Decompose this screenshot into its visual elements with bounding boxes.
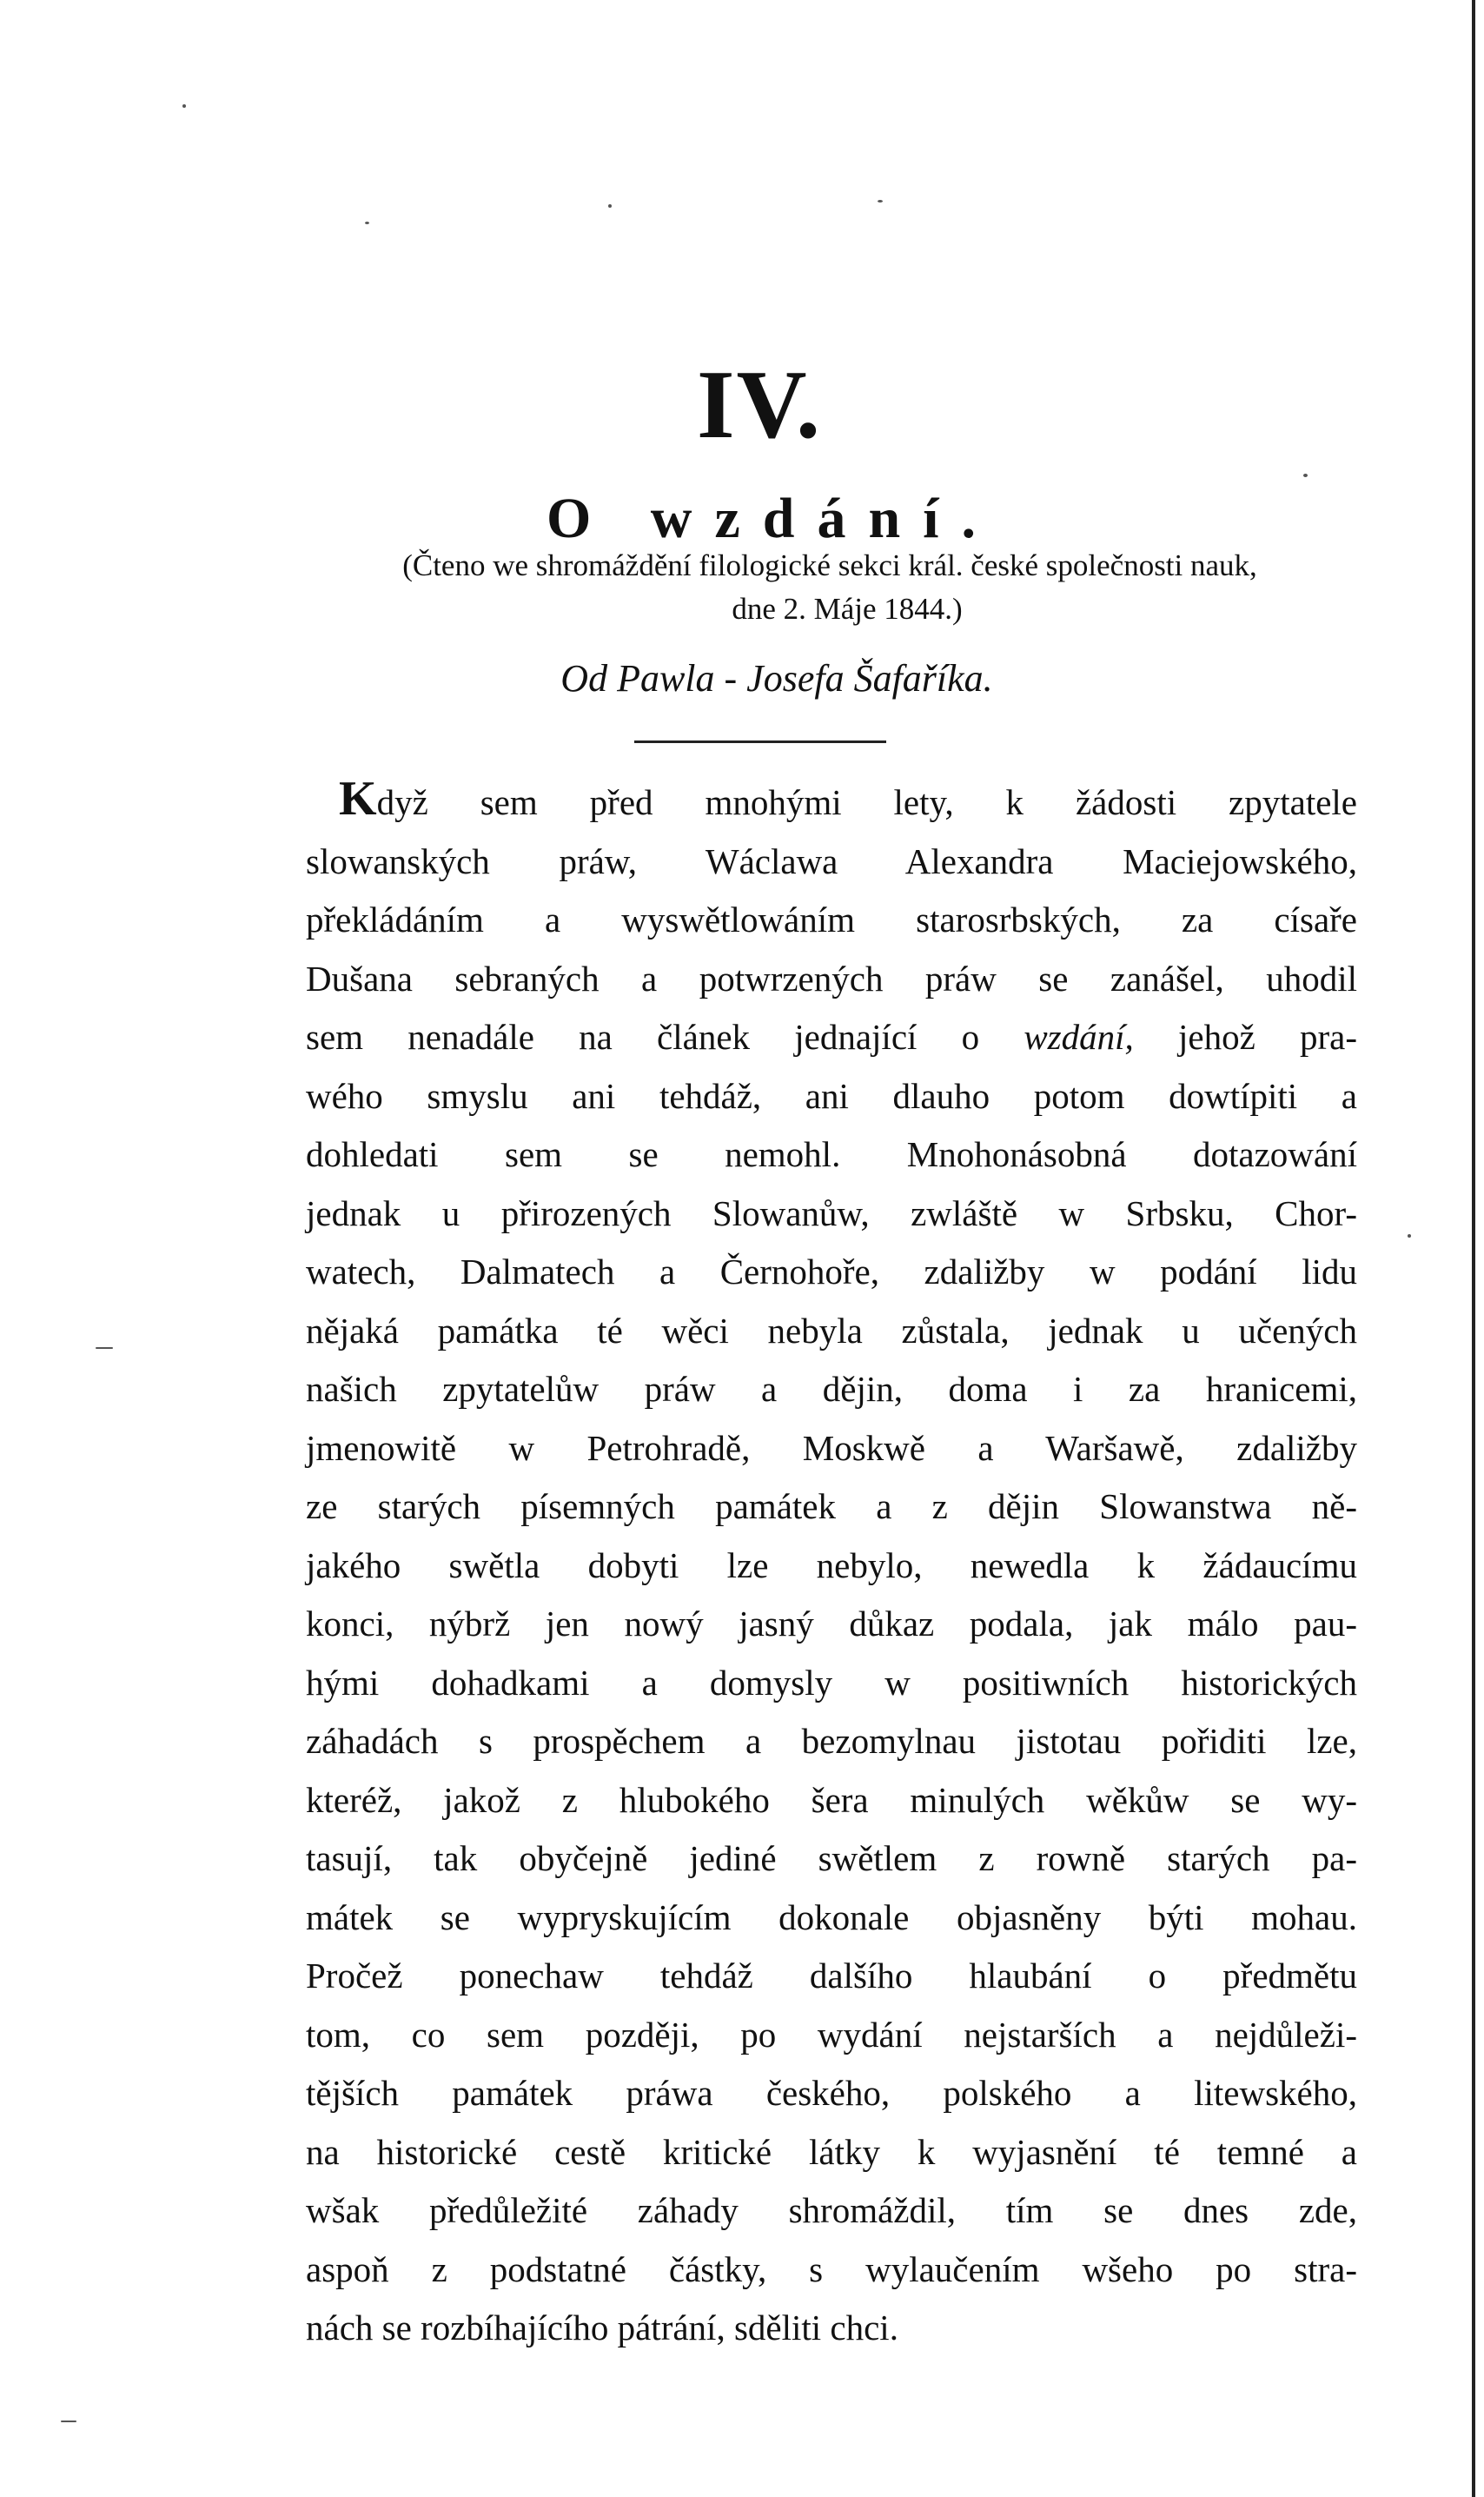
paragraph-line: aspoň z podstatné částky, s wylaučením wšeho po stra- <box>306 2248 1357 2289</box>
paragraph-line: jmenowitě w Petrohradě, Moskwě a Waršawě, zdaližby <box>306 1427 1357 1468</box>
paragraph-line: kteréž, jakož z hlubokého šera minulých wěkůw se wy- <box>306 1779 1357 1820</box>
paragraph-line: dohledati sem se nemohl. Mnohonásobná dotazowání <box>306 1134 1357 1174</box>
paragraph-line: mátek se wypryskujícím dokonale objasněny býti mohau. <box>306 1896 1357 1937</box>
paragraph-line: Dušana sebraných a potwrzených práw se zanášel, uhodil <box>306 958 1357 999</box>
paragraph-line: nějaká památka té wěci nebyla zůstala, jednak u učených <box>306 1310 1357 1351</box>
emphasized-term: wzdání, <box>1024 1017 1134 1057</box>
scan-speck <box>61 2421 76 2422</box>
read-note <box>300 544 1360 631</box>
paragraph-line: jakého swětla dobyti lze nebylo, newedla k žádaucímu <box>306 1544 1357 1585</box>
chapter-title: O wzdání. <box>546 487 999 550</box>
body-paragraph <box>306 774 1357 2358</box>
paragraph-line: tějších památek práwa českého, polského a litewského, <box>306 2073 1357 2113</box>
chapter-number: IV. <box>696 351 823 459</box>
scan-speck <box>608 204 612 208</box>
read-note-line: (Čteno we shromáždění filologické sekci král. české společnosti nauk, <box>402 548 1257 582</box>
paragraph-line: konci, nýbrž jen nowý jasný důkaz podala, jak málo pau- <box>306 1604 1357 1644</box>
chapter-header <box>0 351 1484 550</box>
paragraph-line: nách se rozbíhajícího pátrání, sděliti chci. <box>306 2308 898 2348</box>
paragraph-line: hými dohadkami a domysly w positiwních historických <box>306 1662 1357 1703</box>
paragraph-line: překládáním a wyswětlowáním starosrbských, za císaře <box>306 900 1357 940</box>
paragraph-line: wého smyslu ani tehdáž, ani dlauho potom dowtípiti a <box>306 1075 1357 1116</box>
scan-speck <box>96 1347 113 1349</box>
separator-rule <box>634 740 886 743</box>
paragraph-line: sem nenadále na článek jednající o wzdání, jehož pra- <box>306 1017 1357 1057</box>
paragraph-line: watech, Dalmatech a Černohoře, zdaližby w podání lidu <box>306 1252 1357 1292</box>
paragraph-line: tasují, tak obyčejně jediné swětlem z rowně starých pa- <box>306 1838 1357 1878</box>
paragraph-line: Pročež ponechaw tehdáž dalšího hlaubání o předmětu <box>306 1956 1357 1996</box>
paragraph-line: Když sem před mnohými lety, k žádosti zpytatele <box>339 772 1357 826</box>
scan-speck <box>878 200 883 203</box>
scan-speck <box>1408 1234 1411 1238</box>
scan-speck <box>182 104 186 108</box>
paragraph-line: tom, co sem později, po wydání nejstarších a nejdůleži- <box>306 2014 1357 2055</box>
paragraph-line: našich zpytatelůw práw a dějin, doma i za hranicemi, <box>306 1369 1357 1409</box>
drop-initial: K <box>339 772 377 826</box>
paragraph-line: wšak předůležité záhady shromáždil, tím se dnes zde, <box>306 2190 1357 2230</box>
author-byline: Od Pawla - Josefa Šafaříka. <box>560 657 993 700</box>
paragraph-line: záhadách s prospěchem a bezomylnau jistotau pořiditi lze, <box>306 1721 1357 1761</box>
paragraph-line: na historické cestě kritické látky k wyjasnění té temné a <box>306 2131 1357 2172</box>
paragraph-line: slowanských práw, Wáclawa Alexandra Maciejowského, <box>306 840 1357 881</box>
paragraph-line: ze starých písemných památek a z dějin Slowanstwa ně- <box>306 1486 1357 1526</box>
read-note-line: dne 2. Máje 1844.) <box>732 592 963 626</box>
paragraph-line: jednak u přirozených Slowanůw, zwláště w Srbsku, Chor- <box>306 1192 1357 1233</box>
scan-speck <box>365 222 369 224</box>
